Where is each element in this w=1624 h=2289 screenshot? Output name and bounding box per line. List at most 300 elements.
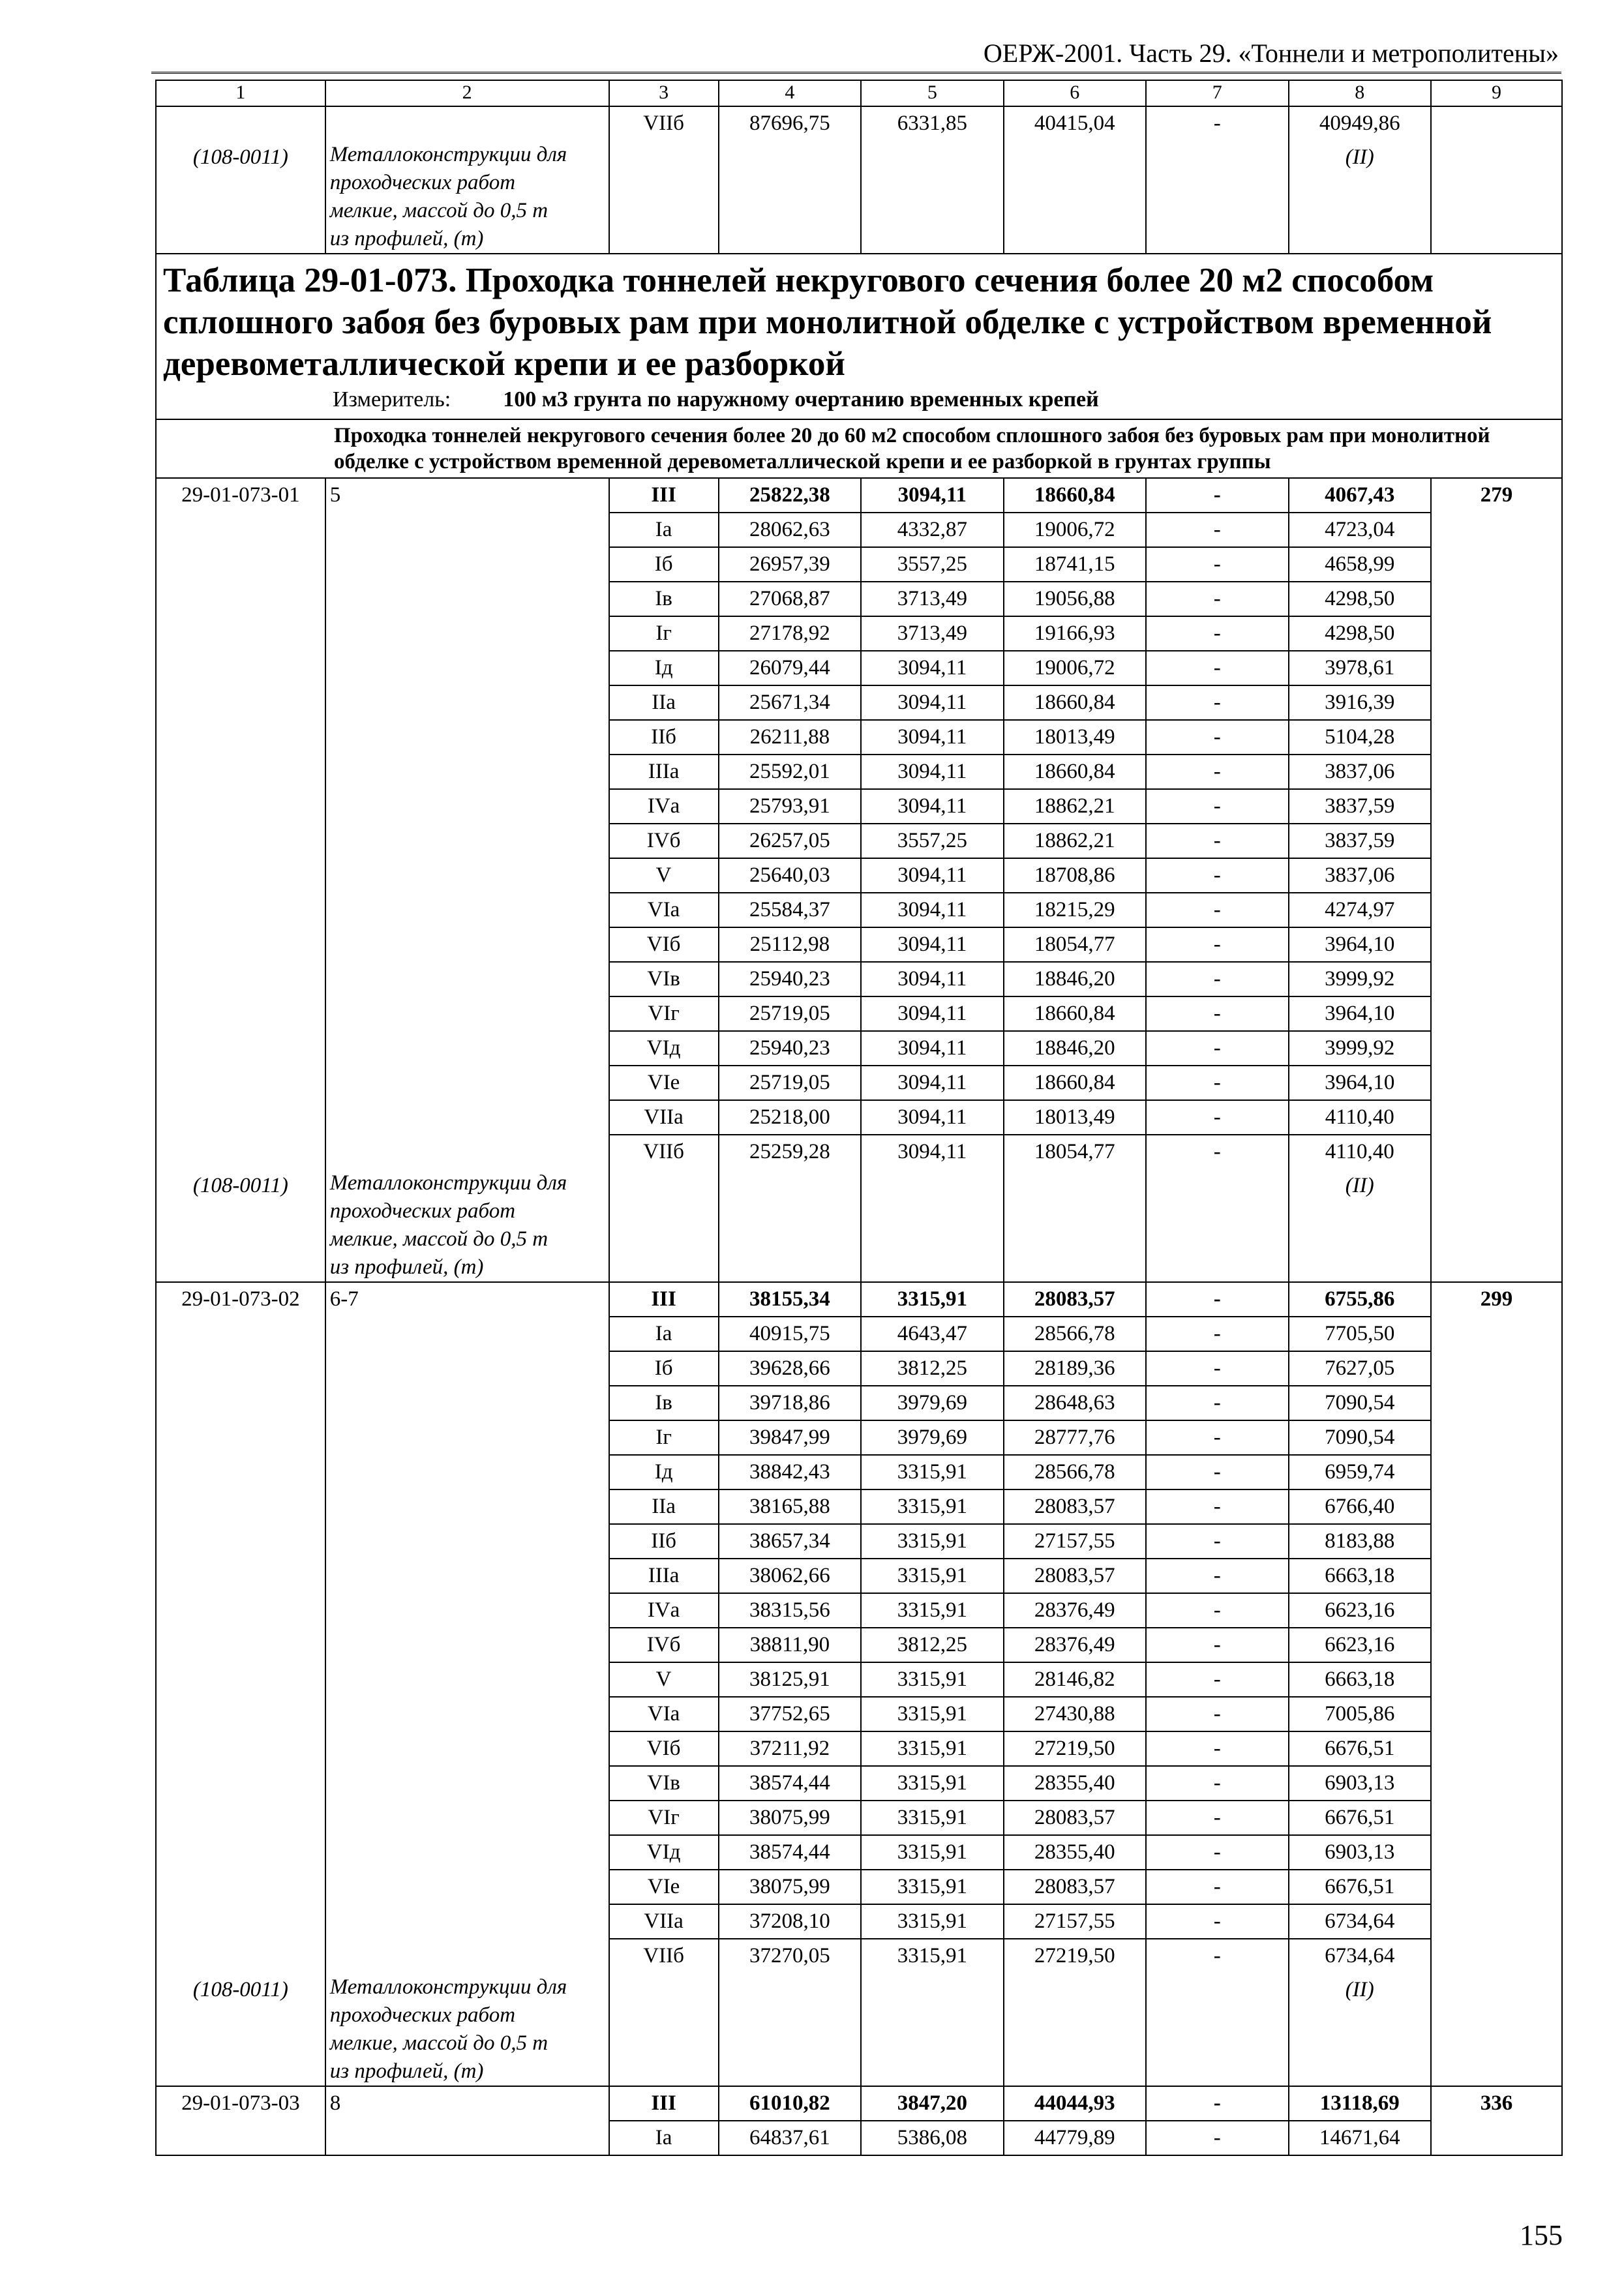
- driver-wage-cell: -: [1146, 720, 1288, 755]
- machine-cost-cell: 18708,86: [1004, 858, 1146, 893]
- table-row: [156, 582, 1562, 616]
- material-cost-cell: 4110,40: [1289, 1135, 1431, 1169]
- driver-wage-cell: -: [1146, 962, 1288, 996]
- material-row: [156, 1973, 1562, 2086]
- driver-wage-cell: -: [1146, 582, 1288, 616]
- material-cost-cell: 4274,97: [1289, 893, 1431, 927]
- empty-cell: [325, 1455, 609, 1489]
- empty-cell: [1431, 1697, 1562, 1731]
- soil-group-cell: IVа: [609, 1593, 719, 1628]
- empty-cell: [719, 141, 861, 254]
- direct-cost-cell: 37270,05: [719, 1939, 861, 1973]
- labor-hours-cell: 299: [1431, 1282, 1562, 1317]
- direct-cost-cell: 26257,05: [719, 824, 861, 858]
- empty-cell: [609, 1169, 719, 1282]
- empty-cell: [325, 1628, 609, 1662]
- empty-cell: [1431, 547, 1562, 582]
- machine-cost-cell: 18846,20: [1004, 1031, 1146, 1066]
- material-cost-cell: 5104,28: [1289, 720, 1431, 755]
- machine-cost-cell: 44779,89: [1004, 2121, 1146, 2155]
- table-row: [156, 1031, 1562, 1066]
- table-row: [156, 1351, 1562, 1386]
- labor-wage-cell: 3812,25: [861, 1628, 1003, 1662]
- empty-cell: [325, 1835, 609, 1870]
- table-row: [156, 1135, 1562, 1169]
- material-description-cell: [325, 1169, 609, 1282]
- running-header: [151, 34, 1561, 74]
- material-description-line: Металлоконструкции для: [329, 1171, 567, 1195]
- soil-group-cell: VIб: [609, 927, 719, 962]
- labor-wage-cell: 3094,11: [861, 1100, 1003, 1135]
- page-number: 155: [1520, 2219, 1563, 2251]
- labor-wage-cell: 3094,11: [861, 893, 1003, 927]
- empty-cell: [325, 1731, 609, 1766]
- machine-cost-cell: 28376,49: [1004, 1593, 1146, 1628]
- material-cost-cell: 3999,92: [1289, 1031, 1431, 1066]
- empty-cell: [325, 720, 609, 755]
- material-cost-cell: 6623,16: [1289, 1628, 1431, 1662]
- material-cost-cell: 4658,99: [1289, 547, 1431, 582]
- machine-cost-cell: 18054,77: [1004, 1135, 1146, 1169]
- material-cost-cell: 7090,54: [1289, 1420, 1431, 1455]
- material-description-line: проходческих работ: [329, 171, 516, 194]
- soil-group-cell: IIIа: [609, 755, 719, 789]
- material-description-line: Металлоконструкции для: [329, 1975, 567, 1999]
- empty-cell: [1431, 927, 1562, 962]
- material-description-cell: [325, 1973, 609, 2086]
- direct-cost-cell: 28062,63: [719, 513, 861, 547]
- labor-wage-cell: 3315,91: [861, 1282, 1003, 1317]
- empty-cell: [1431, 1455, 1562, 1489]
- soil-group-cell: Iг: [609, 616, 719, 651]
- table-row: [156, 1801, 1562, 1835]
- soil-group-cell: VIIб: [609, 106, 719, 141]
- empty-cell: [156, 1455, 325, 1489]
- machine-cost-cell: 27157,55: [1004, 1524, 1146, 1559]
- table-row: [156, 1489, 1562, 1524]
- labor-wage-cell: 3315,91: [861, 1489, 1003, 1524]
- direct-cost-cell: 25719,05: [719, 996, 861, 1031]
- labor-hours-cell: 336: [1431, 2086, 1562, 2121]
- direct-cost-cell: 27068,87: [719, 582, 861, 616]
- labor-wage-cell: 3315,91: [861, 1697, 1003, 1731]
- driver-wage-cell: -: [1146, 651, 1288, 685]
- soil-group-cell: IVб: [609, 1628, 719, 1662]
- material-cost-cell: 7005,86: [1289, 1697, 1431, 1731]
- driver-wage-cell: -: [1146, 1100, 1288, 1135]
- material-cost-cell: 4067,43: [1289, 478, 1431, 513]
- empty-cell: [325, 582, 609, 616]
- labor-wage-cell: 3094,11: [861, 962, 1003, 996]
- labor-wage-cell: 3094,11: [861, 720, 1003, 755]
- material-description-line: мелкие, массой до 0,5 т: [329, 1227, 549, 1251]
- column-number: 8: [1289, 80, 1431, 106]
- labor-wage-cell: 3315,91: [861, 1593, 1003, 1628]
- soil-group-cell: IVб: [609, 824, 719, 858]
- soil-group-cell: Iб: [609, 1351, 719, 1386]
- material-description-line: проходческих работ: [329, 1199, 516, 1223]
- labor-wage-cell: 6331,85: [861, 106, 1003, 141]
- table-row: [156, 106, 1562, 141]
- work-subheading: Проходка тоннелей некругового сечения более 20 до 60 м2 способом сплошного забоя без буровых рам при монолитной обделке с устройством временной деревометаллической крепи и ее разборкой в грунтах группы: [156, 419, 1562, 478]
- empty-cell: [325, 1351, 609, 1386]
- direct-cost-cell: 25940,23: [719, 962, 861, 996]
- material-cost-cell: 8183,88: [1289, 1524, 1431, 1559]
- material-cost-cell: 6663,18: [1289, 1662, 1431, 1697]
- material-code-cell: (108-0011): [156, 141, 325, 254]
- empty-cell: [156, 824, 325, 858]
- direct-cost-cell: 38125,91: [719, 1662, 861, 1697]
- labor-wage-cell: 3847,20: [861, 2086, 1003, 2121]
- empty-cell: [1431, 755, 1562, 789]
- empty-cell: [156, 1351, 325, 1386]
- empty-cell: [156, 651, 325, 685]
- empty-cell: [156, 1489, 325, 1524]
- machine-cost-cell: 28566,78: [1004, 1455, 1146, 1489]
- table-row: [156, 1455, 1562, 1489]
- empty-cell: [156, 685, 325, 720]
- soil-group-cell: IIа: [609, 685, 719, 720]
- direct-cost-cell: 26211,88: [719, 720, 861, 755]
- empty-cell: [1431, 1835, 1562, 1870]
- driver-wage-cell: -: [1146, 789, 1288, 824]
- machine-cost-cell: 28189,36: [1004, 1351, 1146, 1386]
- table-row: [156, 858, 1562, 893]
- direct-cost-cell: 25671,34: [719, 685, 861, 720]
- machine-cost-cell: 18054,77: [1004, 927, 1146, 962]
- table-row: [156, 2086, 1562, 2121]
- measurement-unit-value: 100 м3 грунта по наружному очертанию временных крепей: [503, 387, 1099, 411]
- direct-cost-cell: 38811,90: [719, 1628, 861, 1662]
- material-row: [156, 141, 1562, 254]
- empty-cell: [156, 2121, 325, 2155]
- rates-table: [155, 80, 1563, 2156]
- direct-cost-cell: 37752,65: [719, 1697, 861, 1731]
- driver-wage-cell: -: [1146, 1662, 1288, 1697]
- empty-cell: [156, 858, 325, 893]
- soil-group-cell: VIг: [609, 1801, 719, 1835]
- labor-wage-cell: 3315,91: [861, 1524, 1003, 1559]
- empty-cell: [325, 1697, 609, 1731]
- soil-group-cell: VIе: [609, 1870, 719, 1904]
- material-cost-cell: 7705,50: [1289, 1317, 1431, 1351]
- material-cost-cell: 6623,16: [1289, 1593, 1431, 1628]
- driver-wage-cell: -: [1146, 1801, 1288, 1835]
- empty-cell: [325, 1593, 609, 1628]
- labor-wage-cell: 3094,11: [861, 927, 1003, 962]
- soil-group-cell: III: [609, 478, 719, 513]
- direct-cost-cell: 25719,05: [719, 1066, 861, 1100]
- soil-group-cell: Iг: [609, 1420, 719, 1455]
- table-row: [156, 1662, 1562, 1697]
- machine-cost-cell: 28083,57: [1004, 1870, 1146, 1904]
- direct-cost-cell: 38165,88: [719, 1489, 861, 1524]
- labor-wage-cell: 3094,11: [861, 651, 1003, 685]
- empty-cell: [156, 1731, 325, 1766]
- direct-cost-cell: 37208,10: [719, 1904, 861, 1939]
- direct-cost-cell: 25112,98: [719, 927, 861, 962]
- material-resource-cell: (II): [1289, 141, 1431, 254]
- material-cost-cell: 3964,10: [1289, 927, 1431, 962]
- direct-cost-cell: 25822,38: [719, 478, 861, 513]
- material-cost-cell: 14671,64: [1289, 2121, 1431, 2155]
- material-description-cell: [325, 141, 609, 254]
- material-cost-cell: 6766,40: [1289, 1489, 1431, 1524]
- driver-wage-cell: -: [1146, 927, 1288, 962]
- direct-cost-cell: 61010,82: [719, 2086, 861, 2121]
- empty-cell: [325, 1662, 609, 1697]
- empty-cell: [325, 651, 609, 685]
- labor-wage-cell: 3315,91: [861, 1835, 1003, 1870]
- empty-cell: [1431, 824, 1562, 858]
- driver-wage-cell: -: [1146, 2121, 1288, 2155]
- labor-wage-cell: 3315,91: [861, 1662, 1003, 1697]
- driver-wage-cell: -: [1146, 996, 1288, 1031]
- empty-cell: [1431, 1317, 1562, 1351]
- empty-cell: [861, 1973, 1003, 2086]
- empty-cell: [1146, 1973, 1288, 2086]
- machine-cost-cell: 18660,84: [1004, 996, 1146, 1031]
- driver-wage-cell: -: [1146, 1524, 1288, 1559]
- column-number: 6: [1004, 80, 1146, 106]
- empty-cell: [1431, 1973, 1562, 2086]
- direct-cost-cell: 25793,91: [719, 789, 861, 824]
- labor-wage-cell: 3557,25: [861, 824, 1003, 858]
- empty-cell: [1431, 962, 1562, 996]
- soil-group-cell: VIв: [609, 962, 719, 996]
- driver-wage-cell: -: [1146, 1282, 1288, 1317]
- empty-cell: [156, 1904, 325, 1939]
- column-number: 3: [609, 80, 719, 106]
- empty-cell: [156, 1870, 325, 1904]
- material-cost-cell: 6959,74: [1289, 1455, 1431, 1489]
- empty-cell: [1431, 685, 1562, 720]
- empty-cell: [1431, 1351, 1562, 1386]
- labor-wage-cell: 3315,91: [861, 1559, 1003, 1593]
- empty-cell: [156, 1801, 325, 1835]
- empty-cell: [156, 962, 325, 996]
- direct-cost-cell: 25259,28: [719, 1135, 861, 1169]
- machine-cost-cell: 28083,57: [1004, 1559, 1146, 1593]
- direct-cost-cell: 25584,37: [719, 893, 861, 927]
- soil-group-cell: VIа: [609, 893, 719, 927]
- driver-wage-cell: -: [1146, 1904, 1288, 1939]
- direct-cost-cell: 38075,99: [719, 1870, 861, 1904]
- material-cost-cell: 7090,54: [1289, 1386, 1431, 1420]
- table-body: [156, 80, 1562, 2155]
- soil-group-cell: VIг: [609, 996, 719, 1031]
- material-code-cell: (108-0011): [156, 1973, 325, 2086]
- empty-cell: [156, 1628, 325, 1662]
- empty-cell: [609, 1973, 719, 2086]
- soil-group-cell: III: [609, 2086, 719, 2121]
- direct-cost-cell: 26957,39: [719, 547, 861, 582]
- machine-cost-cell: 18846,20: [1004, 962, 1146, 996]
- material-cost-cell: 6903,13: [1289, 1835, 1431, 1870]
- labor-wage-cell: 3094,11: [861, 755, 1003, 789]
- material-cost-cell: 4110,40: [1289, 1100, 1431, 1135]
- direct-cost-cell: 38155,34: [719, 1282, 861, 1317]
- empty-cell: [325, 1135, 609, 1169]
- material-description-line: из профилей, (т): [329, 2059, 484, 2083]
- empty-cell: [156, 513, 325, 547]
- empty-cell: [325, 1939, 609, 1973]
- empty-cell: [325, 1317, 609, 1351]
- table-row: [156, 789, 1562, 824]
- material-resource-cell: (II): [1289, 1169, 1431, 1282]
- soil-group-cell: Iа: [609, 513, 719, 547]
- rate-code-cell: 29-01-073-02: [156, 1282, 325, 1317]
- driver-wage-cell: -: [1146, 1135, 1288, 1169]
- empty-cell: [1004, 141, 1146, 254]
- machine-cost-cell: 28146,82: [1004, 1662, 1146, 1697]
- empty-cell: [325, 824, 609, 858]
- empty-cell: [1431, 1801, 1562, 1835]
- table-row: [156, 962, 1562, 996]
- empty-cell: [156, 720, 325, 755]
- empty-cell: [1004, 1169, 1146, 1282]
- direct-cost-cell: 38075,99: [719, 1801, 861, 1835]
- driver-wage-cell: -: [1146, 1939, 1288, 1973]
- machine-cost-cell: 28376,49: [1004, 1628, 1146, 1662]
- material-cost-cell: 3837,06: [1289, 858, 1431, 893]
- rate-code-cell: 29-01-073-01: [156, 478, 325, 513]
- empty-cell: [325, 893, 609, 927]
- material-cost-cell: 3964,10: [1289, 996, 1431, 1031]
- empty-cell: [156, 1386, 325, 1420]
- empty-cell: [325, 927, 609, 962]
- driver-wage-cell: -: [1146, 2086, 1288, 2121]
- empty-cell: [156, 1066, 325, 1100]
- empty-cell: [1431, 616, 1562, 651]
- labor-wage-cell: 3094,11: [861, 1031, 1003, 1066]
- table-row: [156, 927, 1562, 962]
- machine-cost-cell: 18862,21: [1004, 789, 1146, 824]
- empty-cell: [1431, 858, 1562, 893]
- driver-wage-cell: -: [1146, 1455, 1288, 1489]
- table-row: [156, 1282, 1562, 1317]
- soil-group-cell: V: [609, 1662, 719, 1697]
- material-cost-cell: 7627,05: [1289, 1351, 1431, 1386]
- table-row: [156, 1697, 1562, 1731]
- material-cost-cell: 6734,64: [1289, 1904, 1431, 1939]
- table-title: Таблица 29-01-073. Проходка тоннелей некругового сечения более 20 м2 способом сплошного забоя без буровых рам при монолитной обделке с устройством временной деревометаллической крепи и ее разборкой: [163, 262, 1492, 383]
- empty-cell: [156, 1031, 325, 1066]
- empty-cell: [325, 685, 609, 720]
- empty-cell: [1431, 1904, 1562, 1939]
- soil-group-cell: VIб: [609, 1731, 719, 1766]
- table-row: [156, 1870, 1562, 1904]
- rock-category-cell: 5: [325, 478, 609, 513]
- machine-cost-cell: 28777,76: [1004, 1420, 1146, 1455]
- material-cost-cell: 4723,04: [1289, 513, 1431, 547]
- machine-cost-cell: 18660,84: [1004, 685, 1146, 720]
- empty-cell: [156, 582, 325, 616]
- driver-wage-cell: -: [1146, 106, 1288, 141]
- table-row: [156, 1066, 1562, 1100]
- empty-cell: [1431, 1489, 1562, 1524]
- material-cost-cell: 6734,64: [1289, 1939, 1431, 1973]
- labor-wage-cell: 3315,91: [861, 1731, 1003, 1766]
- material-cost-cell: 3837,06: [1289, 755, 1431, 789]
- table-row: [156, 685, 1562, 720]
- driver-wage-cell: -: [1146, 893, 1288, 927]
- machine-cost-cell: 28083,57: [1004, 1282, 1146, 1317]
- driver-wage-cell: -: [1146, 1066, 1288, 1100]
- direct-cost-cell: 38315,56: [719, 1593, 861, 1628]
- labor-wage-cell: 4643,47: [861, 1317, 1003, 1351]
- driver-wage-cell: -: [1146, 1870, 1288, 1904]
- empty-cell: [325, 2121, 609, 2155]
- soil-group-cell: Iв: [609, 582, 719, 616]
- machine-cost-cell: 19056,88: [1004, 582, 1146, 616]
- direct-cost-cell: 38657,34: [719, 1524, 861, 1559]
- soil-group-cell: VIIа: [609, 1100, 719, 1135]
- table-row: [156, 1524, 1562, 1559]
- soil-group-cell: IIIа: [609, 1559, 719, 1593]
- driver-wage-cell: -: [1146, 547, 1288, 582]
- table-row: [156, 1420, 1562, 1455]
- labor-wage-cell: 3315,91: [861, 1766, 1003, 1801]
- material-resource-cell: (II): [1289, 1973, 1431, 2086]
- material-cost-cell: 3837,59: [1289, 789, 1431, 824]
- material-cost-cell: 3978,61: [1289, 651, 1431, 685]
- material-cost-cell: 3999,92: [1289, 962, 1431, 996]
- direct-cost-cell: 39847,99: [719, 1420, 861, 1455]
- empty-cell: [1431, 1766, 1562, 1801]
- machine-cost-cell: 28083,57: [1004, 1489, 1146, 1524]
- table-row: [156, 755, 1562, 789]
- labor-wage-cell: 3713,49: [861, 582, 1003, 616]
- empty-cell: [156, 1559, 325, 1593]
- machine-cost-cell: 19006,72: [1004, 651, 1146, 685]
- machine-cost-cell: 18013,49: [1004, 1100, 1146, 1135]
- empty-cell: [325, 513, 609, 547]
- labor-wage-cell: 3315,91: [861, 1939, 1003, 1973]
- labor-wage-cell: 3094,11: [861, 789, 1003, 824]
- direct-cost-cell: 64837,61: [719, 2121, 861, 2155]
- empty-cell: [1431, 106, 1562, 141]
- material-description-line: из профилей, (т): [329, 1255, 484, 1279]
- driver-wage-cell: -: [1146, 1559, 1288, 1593]
- empty-cell: [156, 1593, 325, 1628]
- empty-cell: [156, 1662, 325, 1697]
- empty-cell: [156, 1835, 325, 1870]
- soil-group-cell: VIIа: [609, 1904, 719, 1939]
- column-number: 9: [1431, 80, 1562, 106]
- direct-cost-cell: 38574,44: [719, 1835, 861, 1870]
- soil-group-cell: III: [609, 1282, 719, 1317]
- column-number: 2: [325, 80, 609, 106]
- rock-category-cell: 8: [325, 2086, 609, 2121]
- table-row: [156, 720, 1562, 755]
- table-row: [156, 616, 1562, 651]
- labor-wage-cell: 4332,87: [861, 513, 1003, 547]
- material-cost-cell: 40949,86: [1289, 106, 1431, 141]
- empty-cell: [156, 1939, 325, 1973]
- material-description-line: мелкие, массой до 0,5 т: [329, 2031, 549, 2055]
- soil-group-cell: IIа: [609, 1489, 719, 1524]
- subheading-row: [156, 419, 1562, 478]
- empty-cell: [861, 1169, 1003, 1282]
- driver-wage-cell: -: [1146, 755, 1288, 789]
- driver-wage-cell: -: [1146, 1628, 1288, 1662]
- labor-wage-cell: 3094,11: [861, 1135, 1003, 1169]
- empty-cell: [325, 1766, 609, 1801]
- measurement-unit-label: Измеритель:: [333, 387, 451, 411]
- column-number: 1: [156, 80, 325, 106]
- empty-cell: [325, 755, 609, 789]
